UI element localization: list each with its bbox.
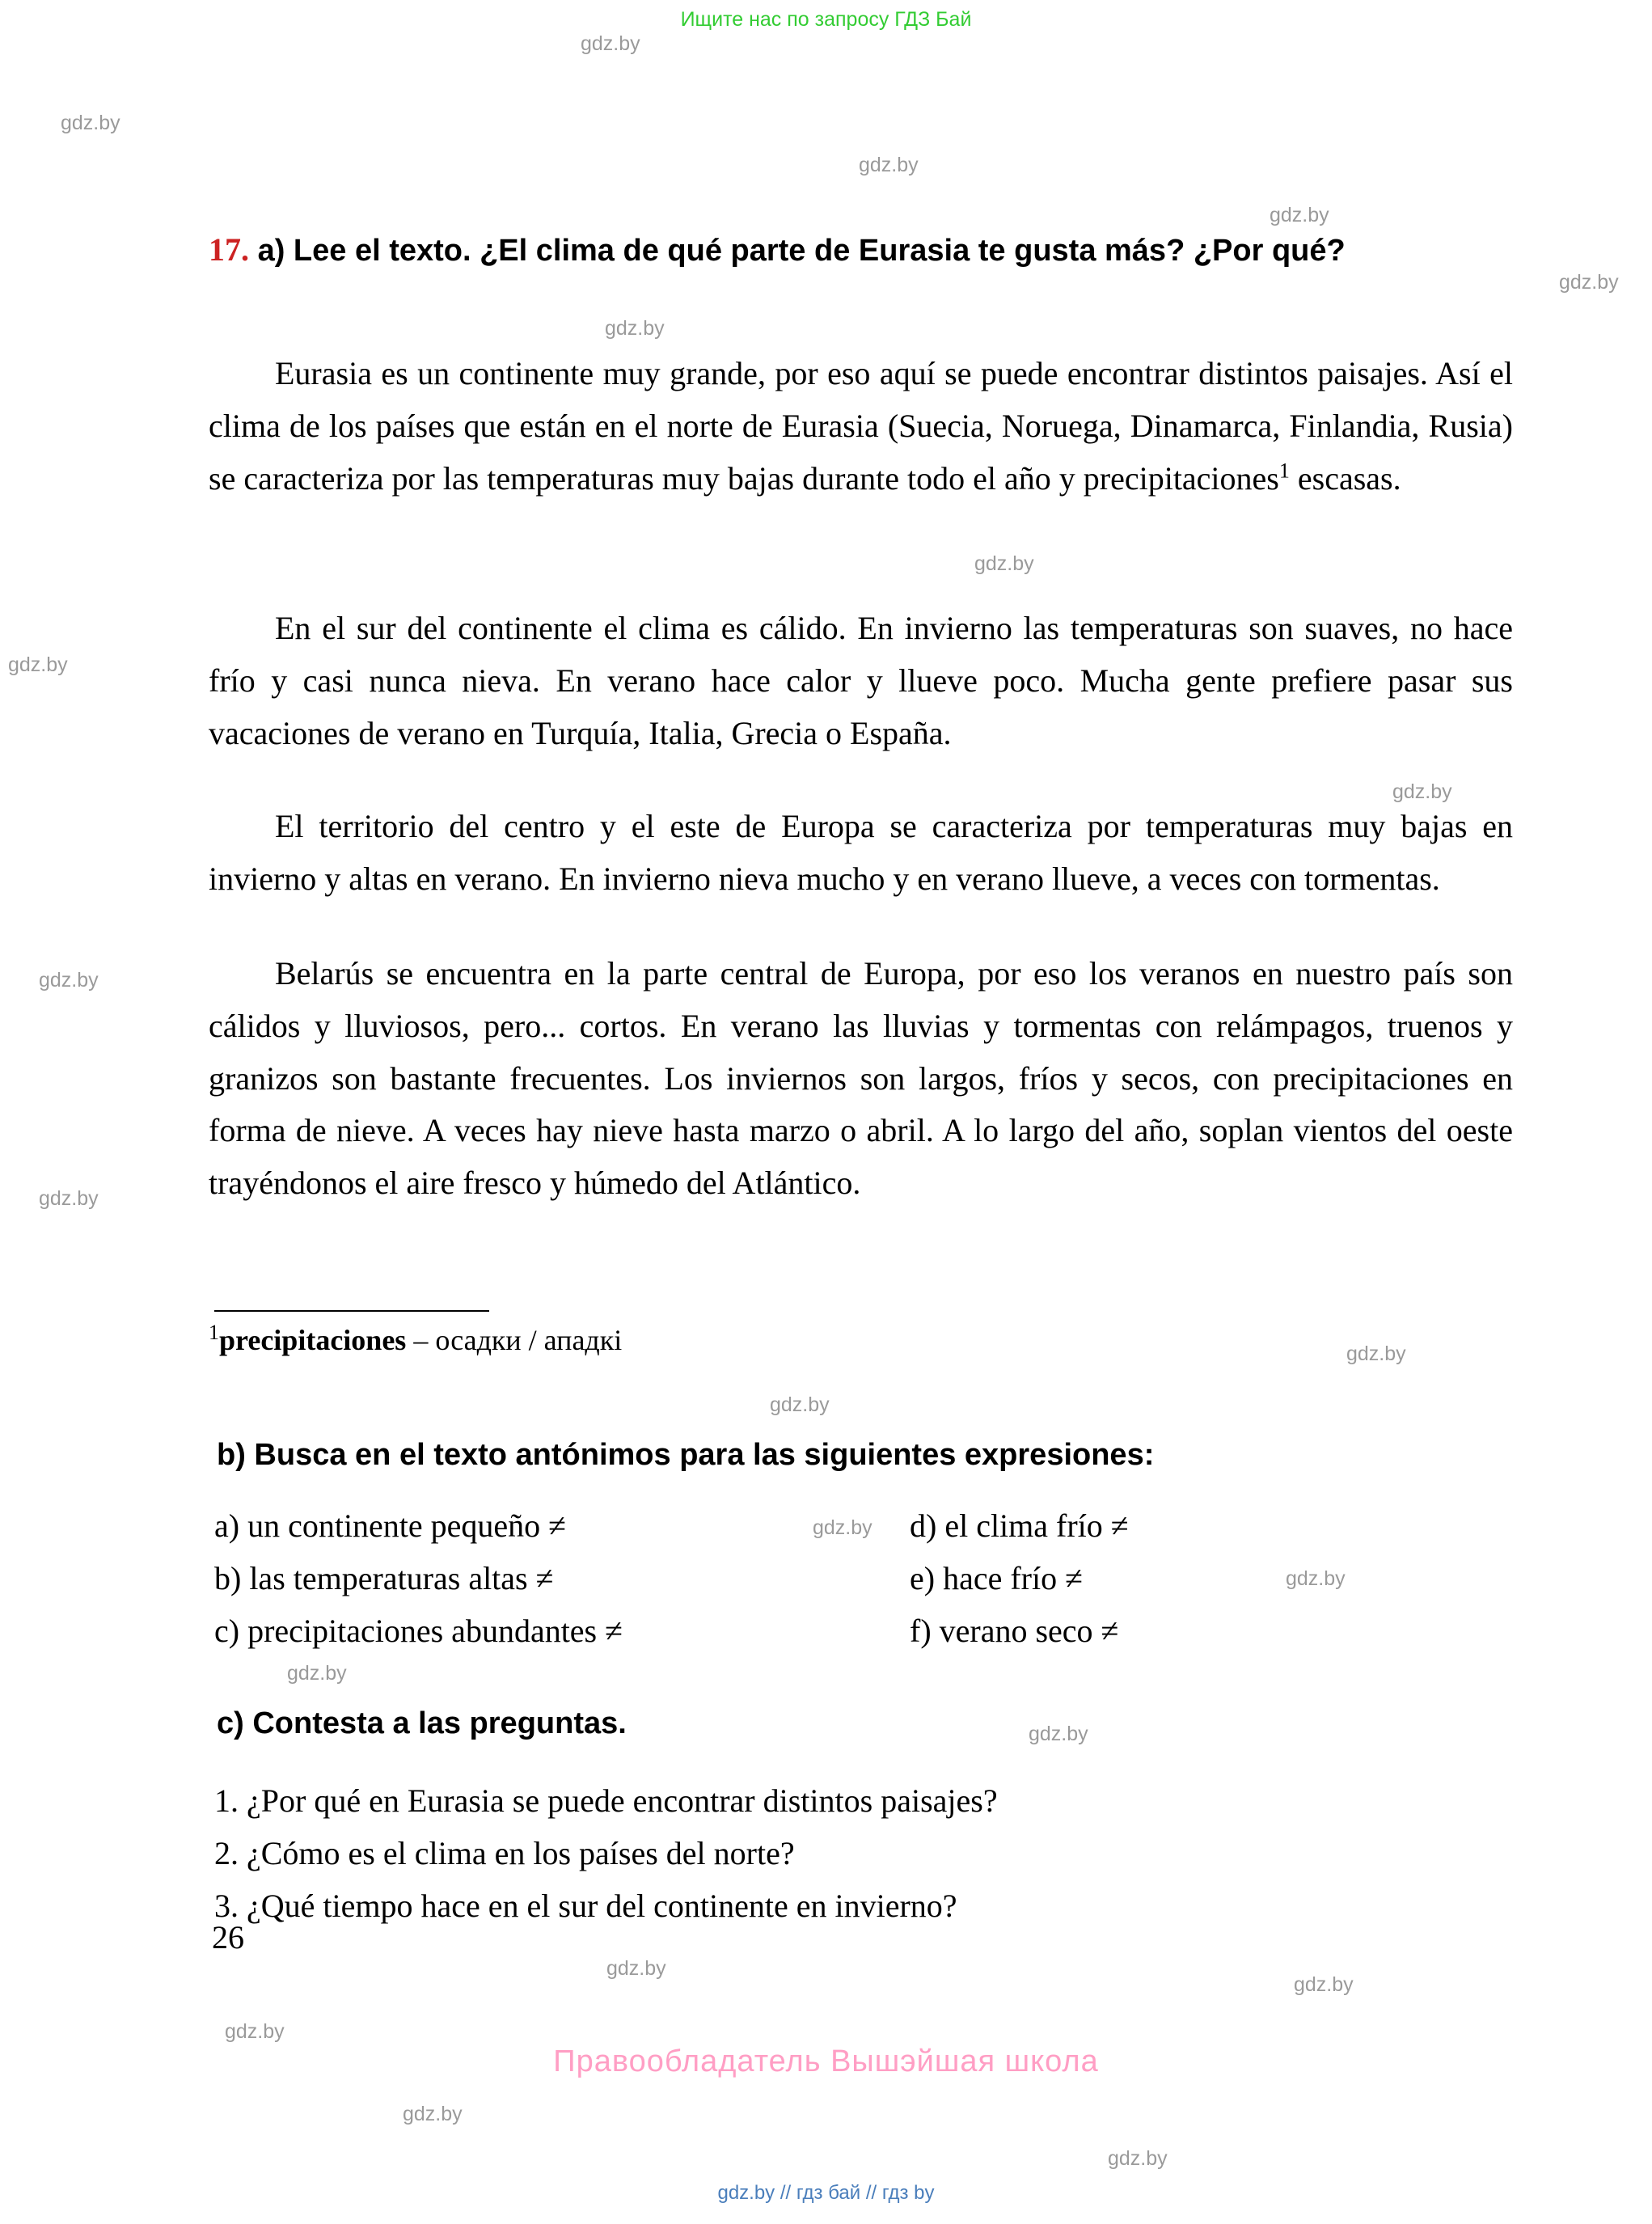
watermark-tile: gdz.by [1270,204,1329,226]
list-item: 2. ¿Cómo es el clima en los países del norte? [214,1834,795,1871]
watermark-footer: gdz.by // гдз бай // гдз by [717,2182,935,2204]
watermark-tile: gdz.by [813,1516,872,1539]
watermark-tile: gdz.by [39,1187,99,1210]
watermark-tile: gdz.by [859,154,919,176]
watermark-tile: gdz.by [8,653,68,676]
watermark-tile: gdz.by [974,552,1034,575]
watermark-tile: gdz.by [1392,780,1452,803]
watermark-tile: gdz.by [225,2020,285,2043]
list-item: d) el clima frío ≠ [910,1507,1129,1544]
watermark-tile: gdz.by [605,317,665,340]
watermark-tile: gdz.by [770,1393,830,1416]
section-b-heading: b) Busca en el texto antónimos para las siguientes expresiones: [217,1438,1155,1472]
list-item: e) hace frío ≠ [910,1559,1084,1596]
section-b-left-column [214,1500,623,1657]
watermark-tile: gdz.by [1286,1567,1346,1590]
watermark-tile: gdz.by [1294,1973,1354,1996]
footnote-term: precipitaciones [219,1324,407,1356]
watermark-tile: gdz.by [1029,1723,1088,1745]
page-number: 26 [212,1919,244,1956]
watermark-tile: gdz.by [39,969,99,991]
footnote [209,1318,622,1360]
list-item: f) verano seco ≠ [910,1612,1119,1649]
paragraph-3-text: El territorio del centro y el este de Europa se caracteriza por temperaturas muy bajas en invierno y altas en verano. En invierno nieva mucho y en verano llueve, a veces con tormentas. [209,808,1513,897]
list-item: b) las temperaturas altas ≠ [214,1559,554,1596]
task-title-text: a) Lee el texto. ¿El clima de qué parte de Eurasia te gusta más? ¿Por qué? [257,234,1346,268]
list-item: 1. ¿Por qué en Eurasia se puede encontrar distintos paisajes? [214,1782,998,1819]
paragraph-1-tail: escasas. [1289,459,1401,497]
watermark-copyright: Правообладатель Вышэйшая школа [553,2044,1099,2078]
section-c-heading: c) Contesta a las preguntas. [217,1706,627,1740]
paragraph-1-text: Eurasia es un continente muy grande, por eso aquí se puede encontrar distintos paisajes. Así el clima de los países que están en el norte de Eurasia (Suecia, Noruega, Dinamarca, Finlandia, Rusia) se caracteriza por las temperaturas muy bajas durante todo el año y precipitaciones [209,355,1513,497]
reading-paragraph-1 [209,348,1513,505]
paragraph-4-text: Belarús se encuentra en la parte central de Europa, por eso los veranos en nuestro país son cálidos y lluviosos, pero... cortos. En verano las lluvias y tormentas con relámpagos, truenos y granizos son bastante frecuentes. Los inviernos son largos, fríos y secos, con precipitaciones en forma de nieve. A veces hay nieve hasta marzo o abril. A lo largo del año, soplan vientos del oeste trayéndonos el aire fresco y húmedo del Atlántico. [209,955,1513,1202]
watermark-tile: gdz.by [287,1662,347,1685]
footnote-divider [214,1310,489,1312]
reading-paragraph-2 [209,603,1513,759]
watermark-tile: gdz.by [581,32,640,55]
list-item: 3. ¿Qué tiempo hace en el sur del continente en invierno? [214,1887,957,1924]
list-item: c) precipitaciones abundantes ≠ [214,1612,623,1649]
footnote-gloss: – осадки / ападкі [406,1324,623,1356]
task-heading [209,229,1512,272]
watermark-tile: gdz.by [1346,1342,1406,1365]
section-b-right-column [910,1500,1129,1657]
watermark-top-banner: Ищите нас по запросу ГДЗ Бай [680,8,972,31]
paragraph-2-text: En el sur del continente el clima es cálido. En invierno las temperaturas son suaves, no hace frío y casi nunca nieva. En verano hace calor y llueve poco. Mucha gente prefiere pasar sus vacaciones de verano en Turquía, Italia, Grecia o España. [209,610,1513,751]
section-c-questions [214,1775,998,1932]
watermark-tile: gdz.by [1559,271,1619,294]
reading-paragraph-4 [209,948,1513,1210]
footnote-number: 1 [209,1321,219,1344]
list-item: a) un continente pequeño ≠ [214,1507,567,1544]
watermark-tile: gdz.by [403,2103,463,2125]
watermark-tile: gdz.by [61,112,120,134]
watermark-tile: gdz.by [1108,2147,1168,2170]
watermark-tile: gdz.by [606,1957,666,1980]
footnote-marker-inline: 1 [1278,459,1290,483]
reading-paragraph-3 [209,801,1513,906]
task-number: 17. [209,231,249,268]
